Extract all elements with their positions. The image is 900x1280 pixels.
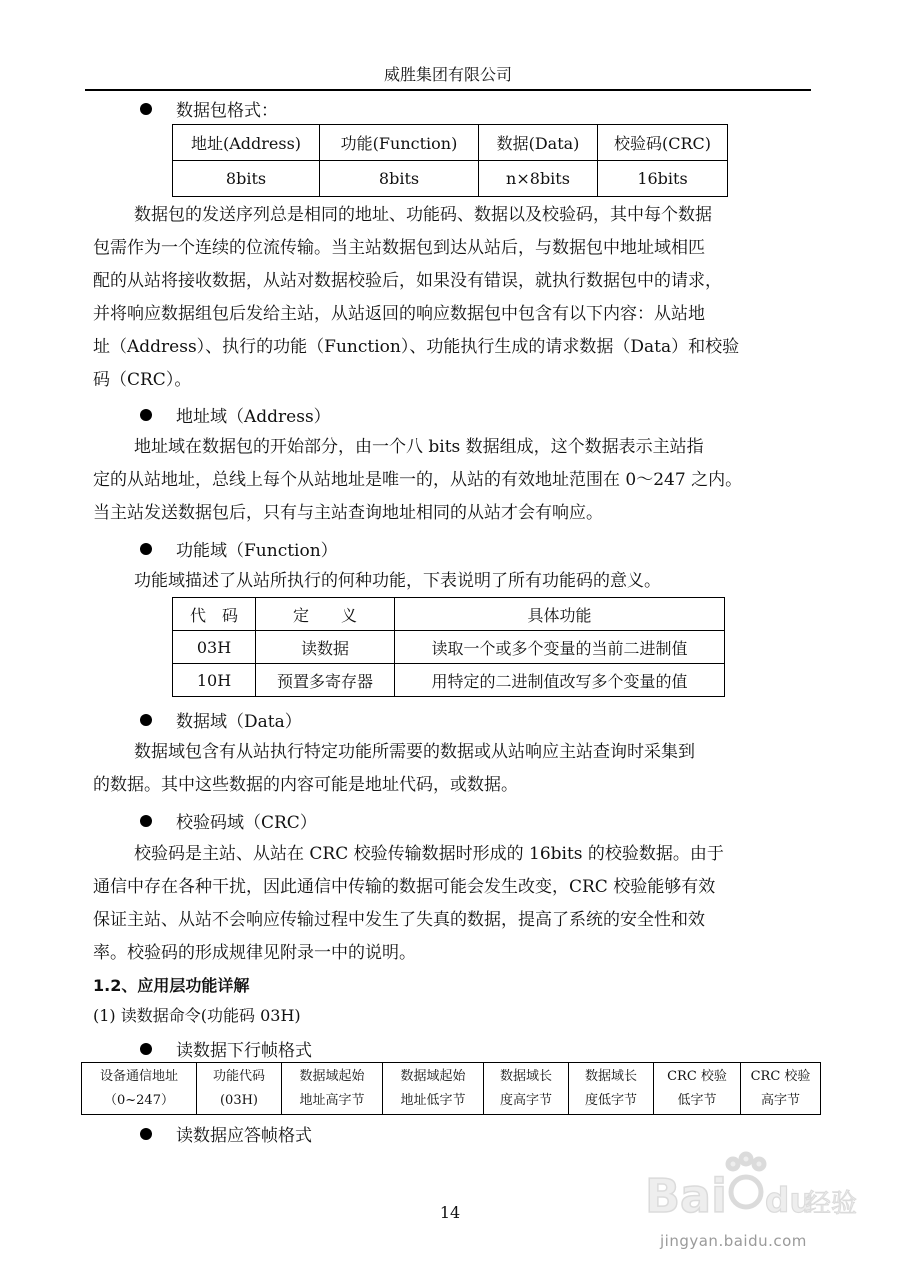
table-header-cell: 校验码(CRC): [598, 125, 728, 161]
table-header-cell: 具体功能: [395, 598, 725, 631]
bullet-function-field: 功能域（Function）: [140, 536, 338, 561]
table-row: [82, 1063, 821, 1115]
bullet-packet-format: 数据包格式：: [140, 96, 278, 121]
table-row: [173, 161, 728, 197]
table-cell: 数据域起始 地址低字节: [383, 1063, 484, 1115]
table-cell: 10H: [173, 664, 256, 697]
bullet-dot-icon: [140, 1043, 152, 1055]
svg-text:du: du: [765, 1181, 814, 1221]
bullet-dot-icon: [140, 103, 152, 115]
table-header-cell: 数据(Data): [479, 125, 598, 161]
bullet-data-field: 数据域（Data）: [140, 707, 302, 732]
function-code-table: [172, 597, 725, 697]
table-header-cell: 代 码: [173, 598, 256, 631]
table-cell: 数据域起始 地址高字节: [282, 1063, 383, 1115]
table-cell: 03H: [173, 631, 256, 664]
page-header: 威胜集团有限公司: [383, 65, 512, 84]
read-downlink-frame-table: [81, 1062, 821, 1115]
table-cell: 用特定的二进制值改写多个变量的值: [395, 664, 725, 697]
table-cell: CRC 校验 低字节: [654, 1063, 741, 1115]
table-cell: 8bits: [173, 161, 320, 197]
svg-text:经验: 经验: [805, 1189, 858, 1219]
table-cell: 8bits: [320, 161, 479, 197]
packet-description: 数据包的发送序列总是相同的地址、功能码、数据以及校验码，其中每个数据 包需作为一个连续的位流传输。当主站数据包到达从站后，与数据包中地址域相匹 配的从站将接收数据，从站对数据校验后，如果没有错误，就执行数据包中的请求， 并将响应数据组包后发给主站，从站返回的响应数据包中包含有以下内容：从站地 址（Address）、执行的功能（Function）、功能执行生成的请求数据（Data）和校验 码（CRC）。: [93, 205, 740, 390]
subsection-heading: (1) 读数据命令(功能码 03H): [93, 1006, 301, 1025]
page-number: 14: [439, 1203, 461, 1222]
svg-text:Bai: Bai: [645, 1169, 727, 1223]
table-cell: 16bits: [598, 161, 728, 197]
packet-format-table: [172, 124, 728, 197]
bullet-dot-icon: [140, 1128, 152, 1140]
table-header-cell: 定 义: [256, 598, 395, 631]
table-header-cell: 功能(Function): [320, 125, 479, 161]
header-rule: [85, 89, 811, 91]
function-description: 功能域描述了从站所执行的何种功能，下表说明了所有功能码的意义。: [134, 571, 661, 591]
table-cell: 读取一个或多个变量的当前二进制值: [395, 631, 725, 664]
table-cell: 读数据: [256, 631, 395, 664]
table-cell: CRC 校验 高字节: [741, 1063, 821, 1115]
table-cell: 数据域长 度低字节: [569, 1063, 654, 1115]
table-row: [173, 631, 725, 664]
table-row: [173, 125, 728, 161]
table-cell: 数据域长 度高字节: [484, 1063, 569, 1115]
table-cell: 功能代码 (03H): [197, 1063, 282, 1115]
bullet-dot-icon: [140, 543, 152, 555]
bullet-dot-icon: [140, 815, 152, 827]
table-row: [173, 598, 725, 631]
section-heading: 1.2、应用层功能详解: [93, 976, 250, 995]
data-description: 数据域包含有从站执行特定功能所需要的数据或从站响应主站查询时采集到 的数据。其中这些数据的内容可能是地址代码，或数据。: [93, 742, 695, 795]
table-cell: n×8bits: [479, 161, 598, 197]
bullet-read-response: 读数据应答帧格式: [140, 1121, 312, 1146]
watermark-url: jingyan.baidu.com: [660, 1232, 807, 1250]
table-cell: 预置多寄存器: [256, 664, 395, 697]
bullet-dot-icon: [140, 714, 152, 726]
bullet-crc-field: 校验码域（CRC）: [140, 808, 317, 833]
table-row: [173, 664, 725, 697]
table-header-cell: 地址(Address): [173, 125, 320, 161]
bullet-read-downlink: 读数据下行帧格式: [140, 1036, 312, 1061]
bullet-address-field: 地址域（Address）: [140, 402, 331, 427]
address-description: 地址域在数据包的开始部分，由一个八 bits 数据组成，这个数据表示主站指 定的从站地址，总线上每个从站地址是唯一的，从站的有效地址范围在 0～247 之内。 当主站发送数据包后，只有与主站查询地址相同的从站才会有响应。: [93, 437, 743, 523]
bullet-dot-icon: [140, 409, 152, 421]
table-cell: 设备通信地址 （0~247）: [82, 1063, 197, 1115]
crc-description: 校验码是主站、从站在 CRC 校验传输数据时形成的 16bits 的校验数据。由于 通信中存在各种干扰，因此通信中传输的数据可能会发生改变，CRC 校验能够有效 保证主站、从站不会响应传输过程中发生了失真的数据，提高了系统的安全性和效 率。校验码的形成规律见附录一中的说明。: [93, 844, 724, 963]
